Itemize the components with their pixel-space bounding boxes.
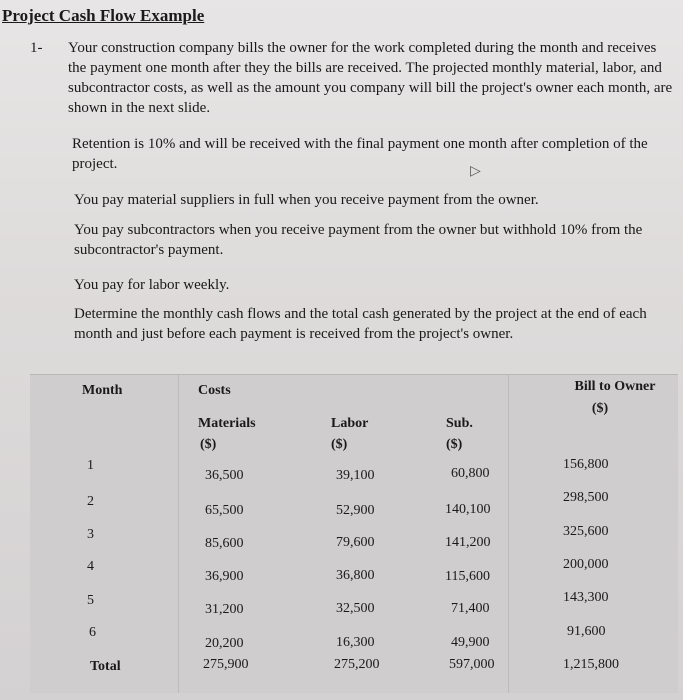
row-3-materials: 85,600	[205, 536, 244, 551]
row-2-materials: 65,500	[205, 503, 244, 518]
row-5-labor: 32,500	[336, 601, 375, 616]
row-6-month: 6	[89, 625, 96, 640]
row-3-sub: 141,200	[445, 535, 491, 550]
row-4-sub: 115,600	[445, 569, 490, 584]
paragraph-retention: Retention is 10% and will be received with the final payment one month after completion of the project.	[72, 136, 648, 172]
row-6-sub: 49,900	[451, 635, 490, 650]
header-labor-unit: ($)	[331, 437, 348, 452]
mouse-cursor-icon: ▷	[470, 164, 481, 179]
total-labor: 275,200	[334, 657, 380, 672]
row-1-month: 1	[87, 458, 94, 473]
header-materials-unit: ($)	[200, 437, 217, 452]
row-5-materials: 31,200	[205, 602, 244, 617]
row-6-materials: 20,200	[205, 636, 244, 651]
header-sub-unit: ($)	[446, 437, 463, 452]
row-1-materials: 36,500	[205, 468, 244, 483]
total-bill: 1,215,800	[563, 657, 619, 672]
paragraph-billing: Your construction company bills the owner for the work completed during the month and receives the payment one month after they the bills are received. The projected monthly material, labor, and subcontractor costs, as well as the amount you company will bill the project's owner each month, are shown in the next slide.	[68, 40, 673, 116]
row-1-sub: 60,800	[451, 466, 490, 481]
header-month: Month	[82, 383, 123, 398]
header-materials: Materials	[198, 416, 256, 431]
header-costs: Costs	[198, 383, 231, 398]
paragraph-materials: You pay material suppliers in full when you receive payment from the owner.	[74, 192, 539, 208]
row-4-bill: 200,000	[563, 557, 609, 572]
row-2-labor: 52,900	[336, 503, 375, 518]
row-4-month: 4	[87, 559, 94, 574]
row-5-sub: 71,400	[451, 601, 490, 616]
paragraph-labor: You pay for labor weekly.	[74, 277, 230, 293]
row-6-labor: 16,300	[336, 635, 375, 650]
row-5-month: 5	[87, 593, 94, 608]
row-6-bill: 91,600	[567, 624, 606, 639]
row-4-labor: 36,800	[336, 568, 375, 583]
question-number: 1-	[30, 40, 43, 56]
header-bill-unit: ($)	[591, 401, 609, 416]
row-2-bill: 298,500	[563, 490, 609, 505]
row-1-labor: 39,100	[336, 468, 375, 483]
cost-table	[30, 374, 678, 693]
table-divider	[508, 375, 509, 693]
total-sub: 597,000	[449, 657, 495, 672]
page-title: Project Cash Flow Example	[2, 6, 205, 25]
paragraph-task: Determine the monthly cash flows and the total cash generated by the project at the end of each month and just before each payment is received from the project's owner.	[74, 306, 647, 342]
row-2-month: 2	[87, 494, 94, 509]
row-3-labor: 79,600	[336, 535, 375, 550]
header-bill-to-owner: Bill to Owner	[574, 379, 656, 394]
row-4-materials: 36,900	[205, 569, 244, 584]
header-labor: Labor	[331, 416, 369, 431]
row-5-bill: 143,300	[563, 590, 609, 605]
table-divider	[178, 375, 179, 693]
total-materials: 275,900	[203, 657, 249, 672]
paragraph-subcontractors: You pay subcontractors when you receive payment from the owner but withhold 10% from the subcontractor's payment.	[74, 222, 643, 258]
total-label: Total	[90, 659, 121, 674]
row-3-month: 3	[87, 527, 94, 542]
row-1-bill: 156,800	[563, 457, 609, 472]
row-3-bill: 325,600	[563, 524, 609, 539]
header-sub: Sub.	[446, 416, 473, 431]
row-2-sub: 140,100	[445, 502, 491, 517]
